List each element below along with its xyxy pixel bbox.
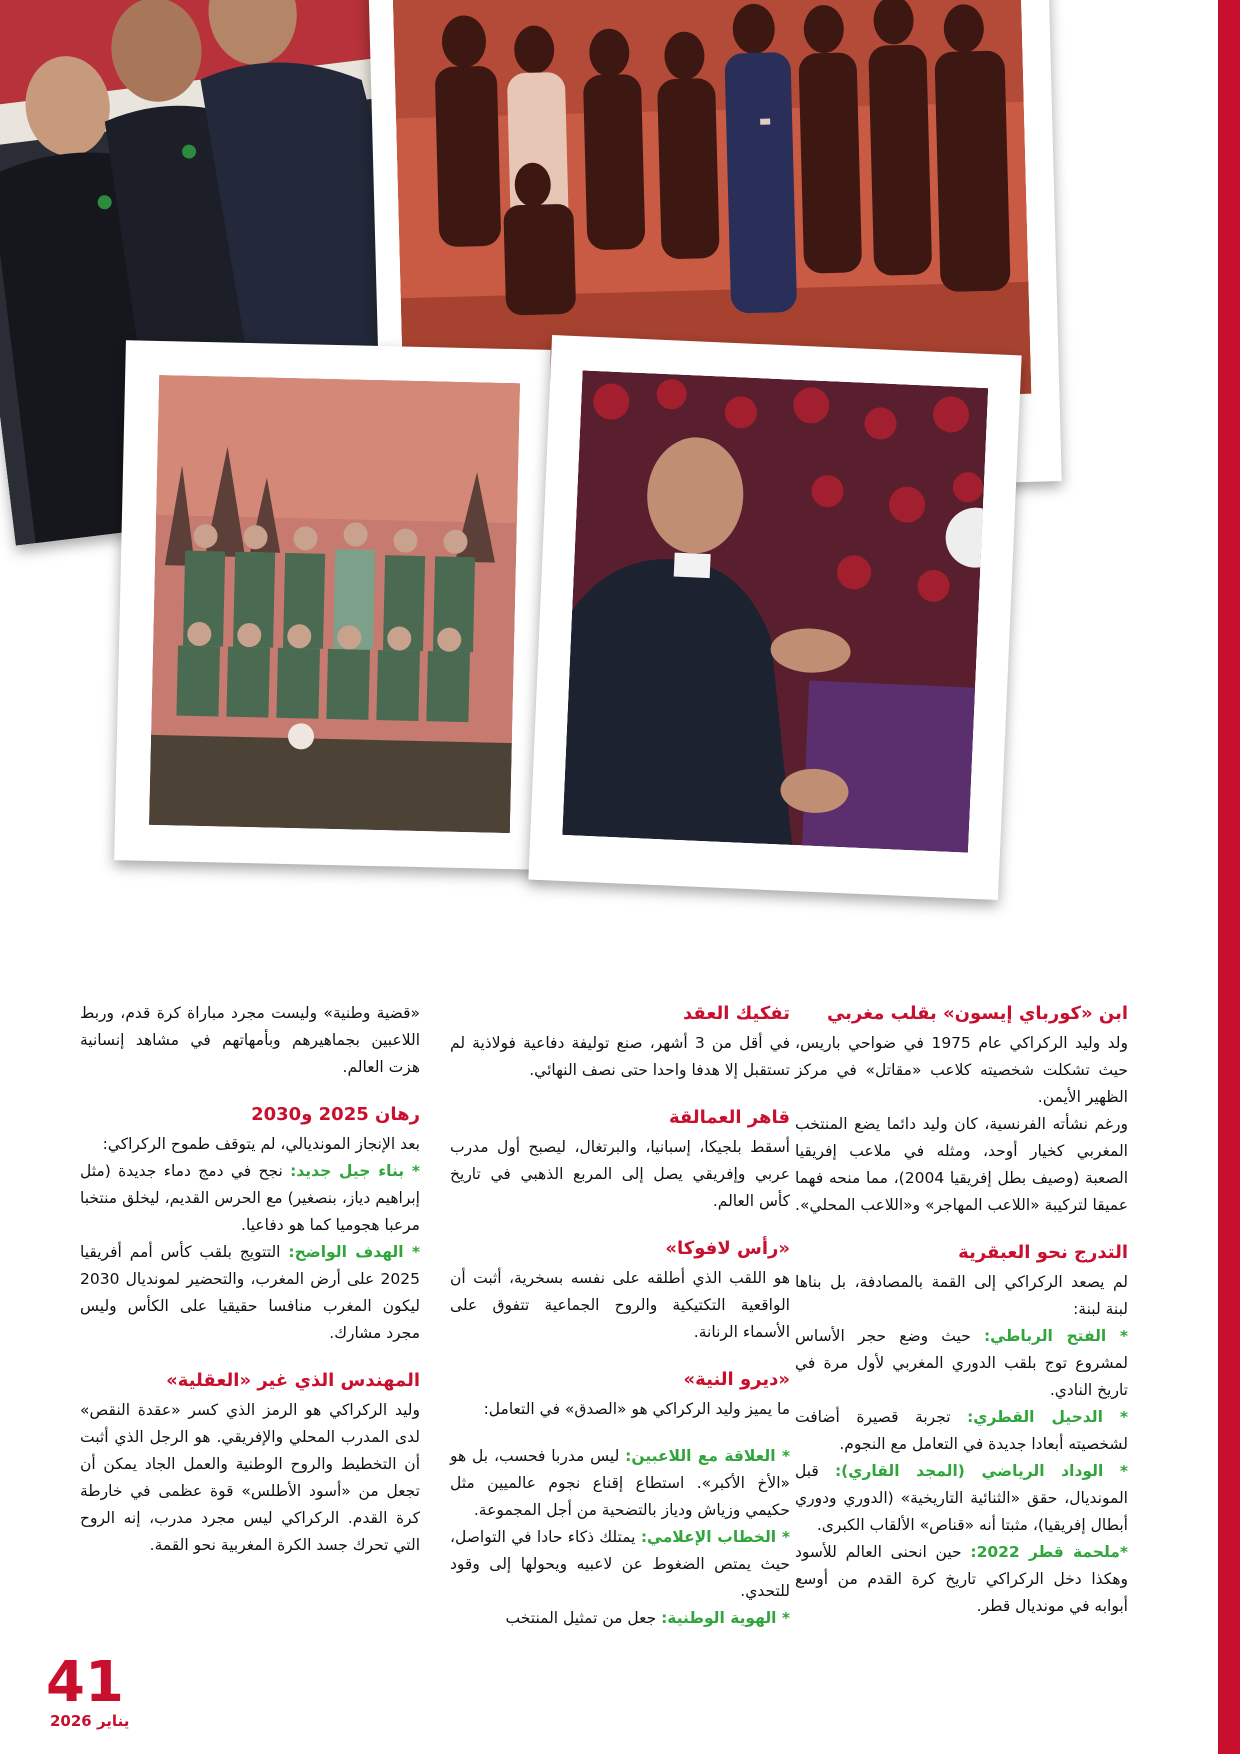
bullet-text: تجربة قصيرة أضافت لشخصيته أبعادا جديدة في التعامل مع النجوم. [795,1408,1128,1453]
section-heading-origins: ابن «كورباي إيسون» بقلب مغربي [826,1003,1128,1024]
bullet-media [450,1524,790,1605]
photo-coach-touchline [528,335,1021,900]
section-heading-locks: تفكيك العقد [683,1003,790,1024]
bullet-text: نجح في دمج دماء جديدة (مثل إبراهيم دياز، بنصغير) مع الحرس القديم، ليخلق منتخبا مرعبا هجوميا كما هو دفاعيا. [80,1162,420,1234]
bullet-text: ليس مدربا فحسب، بل هو «الأخ الأكبر». استطاع إقناع نجوم عالميين مثل حكيمي وزياش ودياز بالتضحية من أجل المجموعة. [450,1447,790,1519]
bullet-text: جعل من تمثيل المنتخب [505,1609,662,1627]
paragraph-2025-2030-intro: بعد الإنجاز المونديالي، لم يتوقف طموح الركراكي: [102,1135,420,1153]
paragraph-giants: أسقط بلجيكا، إسبانيا، والبرتغال، ليصبح أول مدرب عربي وإفريقي يصل إلى المربع الذهبي في تاريخ كأس العالم. [450,1138,790,1210]
column-middle [450,1000,790,1632]
bullet-qatar [795,1539,1128,1620]
section-heading-2025-2030: رهان 2025 و2030 [251,1104,420,1125]
bullet-players [450,1443,790,1524]
section-heading-niya: «ديرو النية» [683,1369,790,1390]
paragraph-locks: في أقل من 3 أشهر، صنع توليفة دفاعية فولاذية لم تستقبل إلا هدفا واحدا حتى نصف النهائي. [450,1034,790,1079]
paragraph-niya: ما يميز وليد الركراكي هو «الصدق» في التعامل: [483,1400,790,1418]
section-heading-progression: التدرج نحو العبقرية [958,1242,1128,1263]
section-heading-giants: قاهر العمالقة [668,1107,790,1128]
bullet-text: حيث وضع حجر الأساس لمشروع توج بلقب الدوري المغربي لأول مرة في تاريخ النادي. [795,1327,1128,1399]
section-heading-mentality: المهندس الذي غير «العقلية» [166,1370,420,1391]
bullet-label: * العلاقة مع اللاعبين: [625,1447,790,1465]
bullet-text: يمتلك ذكاء حادا في التواصل، حيث يمتص الضغوط عن لاعبيه ويحولها إلى وقود للتحدي. [450,1528,790,1600]
paragraph-continuation: «قضية وطنية» وليست مجرد مباراة كرة قدم، وربط اللاعبين بجماهيرهم وبأمهاتهم في مشاهد إنسانية هزت العالم. [80,1004,420,1076]
coach-touchline-image [562,370,988,852]
bullet-label: * الوداد الرياضي (المجد القاري): [834,1462,1128,1480]
column-right [795,1000,1128,1620]
bullet-text: التتويج بلقب كأس أمم أفريقيا 2025 على أرض المغرب، والتحضير لمونديال 2030 ليكون المغرب منافسا حقيقيا على الكأس وليس مجرد مشارك. [80,1243,420,1342]
bullet-label: * بناء جيل جديد: [290,1162,420,1180]
paragraph-origins-1: ولد وليد الركراكي عام 1975 في ضواحي باريس، حيث تشكلت شخصيته كلاعب «مقاتل» في مركز الظهير الأيمن. [795,1034,1129,1106]
bullet-text: حين انحنى العالم للأسود وهكذا دخل الركراكي تاريخ كرة القدم من أوسع أبوابه في مونديال قطر. [795,1543,1128,1615]
bullet-new-generation [80,1158,420,1239]
bullet-identity [450,1605,790,1632]
bullet-label: * الهوية الوطنية: [661,1609,790,1627]
bullet-fath [795,1323,1128,1404]
paragraph-origins-2: ورغم نشأته الفرنسية، كان وليد دائما يضع المنتخب المغربي كخيار أوحد، ومثله في ملاعب إفريقيا الصعبة (وصيف بطل إفريقيا 2004)، مما منحه فهما عميقا لتركيبة «اللاعب المهاجر» و«اللاعب المحلي». [795,1115,1128,1214]
photo-youth-team [114,340,551,870]
bullet-label: * الدحيل القطري: [967,1408,1128,1426]
page-edge-red-bar [1218,0,1240,1754]
bullet-label: * الفتح الرباطي: [983,1327,1128,1345]
bullet-duhail [795,1404,1128,1458]
paragraph-avocado: هو اللقب الذي أطلقه على نفسه بسخرية، أثبت أن الواقعية التكتيكية والروح الجماعية تتفوق على الأسماء الرنانة. [450,1269,790,1341]
bullet-wydad [795,1458,1128,1539]
bullet-text: قبل المونديال، حقق «الثنائية التاريخية» (الدوري ودوري أبطال إفريقيا)، مثبتا أنه «قناص» الألقاب الكبرى. [795,1462,1128,1534]
bullet-label: * الهدف الواضح: [288,1243,421,1261]
paragraph-progression-intro: لم يصعد الركراكي إلى القمة بالمصادفة، بل بناها لبنة لبنة: [795,1273,1128,1318]
bullet-label: *ملحمة قطر 2022: [970,1543,1128,1561]
page-number: 41 [46,1650,124,1715]
bullet-label: * الخطاب الإعلامي: [640,1528,791,1546]
bullet-clear-goal [80,1239,420,1347]
issue-date: يناير 2026 [50,1712,130,1730]
paragraph-mentality: وليد الركراكي هو الرمز الذي كسر «عقدة النقص» لدى المدرب المحلي والإفريقي. هو الرجل الذي أثبت أن التخطيط والروح الوطنية والعمل الجاد يمكن أن تجعل من «أسود الأطلس» قوة عظمى في خارطة كرة القدم. الركراكي ليس مجرد مدرب، إنه الروح التي تحرك جسد الكرة المغربية نحو القمة. [80,1401,420,1554]
column-left [80,1000,420,1559]
youth-team-image [149,375,520,833]
section-heading-avocado: «رأس لافوكا» [665,1238,790,1259]
